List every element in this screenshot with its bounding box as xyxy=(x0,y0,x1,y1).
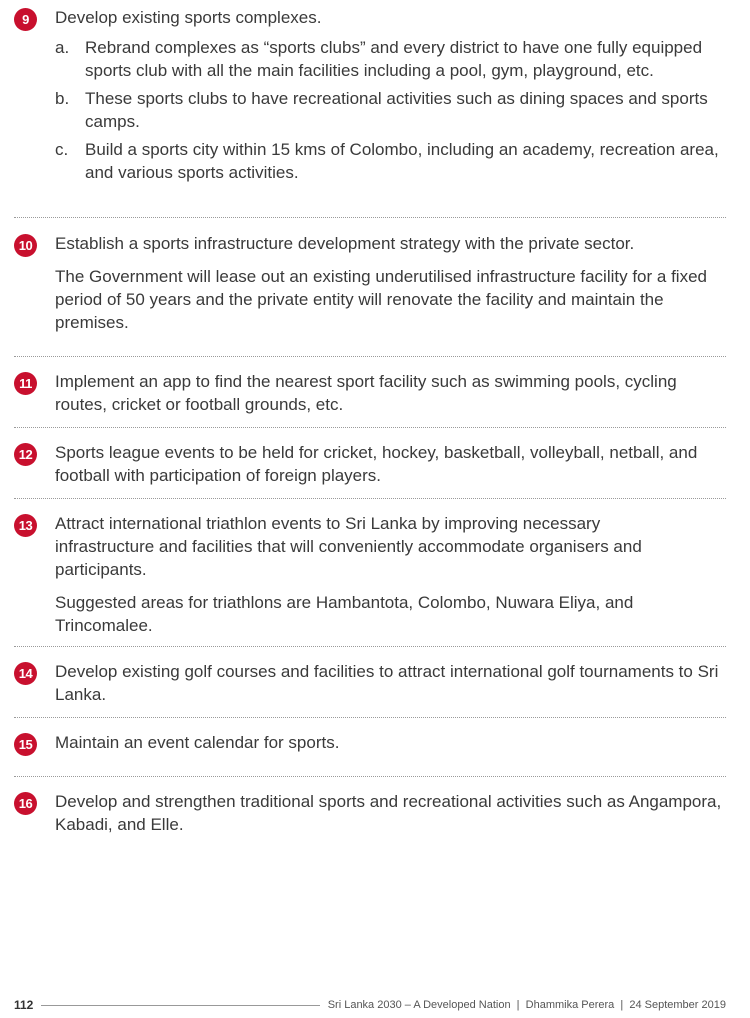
list-item xyxy=(14,6,726,218)
item-paragraph: The Government will lease out an existing underutilised infrastructure facility for a fixed period of 50 years and the private entity will renovate the facility and maintain the premises. xyxy=(55,267,707,332)
item-text: Sports league events to be held for cricket, hockey, basketball, volleyball, netball, and football with participation of foreign players. xyxy=(55,443,698,485)
number-badge: 12 xyxy=(14,443,37,466)
number-badge: 10 xyxy=(14,234,37,257)
item-text: Maintain an event calendar for sports. xyxy=(55,733,340,752)
item-paragraph: Suggested areas for triathlons are Hambantota, Colombo, Nuwara Eliya, and Trincomalee. xyxy=(55,593,634,635)
sub-item-text: Rebrand complexes as “sports clubs” and every district to have one fully equipped sports club with all the main facilities including a pool, gym, playground, etc. xyxy=(85,38,703,80)
list-item xyxy=(14,731,726,777)
sub-item-text: Build a sports city within 15 kms of Colombo, including an academy, recreation area, and various sports activities. xyxy=(85,140,719,182)
sub-list xyxy=(55,36,726,184)
footer-text: Sri Lanka 2030 – A Developed Nation | Dhammika Perera | 24 September 2019 xyxy=(327,999,726,1011)
number-badge: 11 xyxy=(14,372,37,395)
sub-item xyxy=(55,87,726,133)
items-list xyxy=(14,6,726,847)
list-item xyxy=(14,790,726,847)
sub-item-letter: a. xyxy=(55,38,70,57)
page-footer xyxy=(14,997,726,1013)
list-item xyxy=(14,441,726,499)
sub-item xyxy=(55,36,726,82)
sub-item-text: These sports clubs to have recreational activities such as dining spaces and sports camps. xyxy=(85,89,708,131)
item-text: Implement an app to find the nearest sport facility such as swimming pools, cycling routes, cricket or football grounds, etc. xyxy=(55,372,677,414)
item-text: Attract international triathlon events to Sri Lanka by improving necessary infrastructure and facilities that will conveniently accommodate organisers and participants. xyxy=(55,514,642,579)
number-badge: 16 xyxy=(14,792,37,815)
list-item xyxy=(14,660,726,718)
list-item xyxy=(14,512,726,647)
sub-item-letter: c. xyxy=(55,140,69,159)
item-text: Develop existing golf courses and facilities to attract international golf tournaments to Sri Lanka. xyxy=(55,662,719,704)
item-text: Develop existing sports complexes. xyxy=(55,8,322,27)
sub-item xyxy=(55,138,726,184)
number-badge: 15 xyxy=(14,733,37,756)
number-badge: 13 xyxy=(14,514,37,537)
page-number: 112 xyxy=(14,998,34,1012)
list-item xyxy=(14,370,726,428)
item-text: Develop and strengthen traditional sports and recreational activities such as Angampora, Kabadi, and Elle. xyxy=(55,792,722,834)
footer-rule xyxy=(41,1005,319,1006)
item-text: Establish a sports infrastructure development strategy with the private sector. xyxy=(55,234,635,253)
sub-item-letter: b. xyxy=(55,89,70,108)
list-item xyxy=(14,232,726,357)
number-badge: 9 xyxy=(14,8,37,31)
number-badge: 14 xyxy=(14,662,37,685)
